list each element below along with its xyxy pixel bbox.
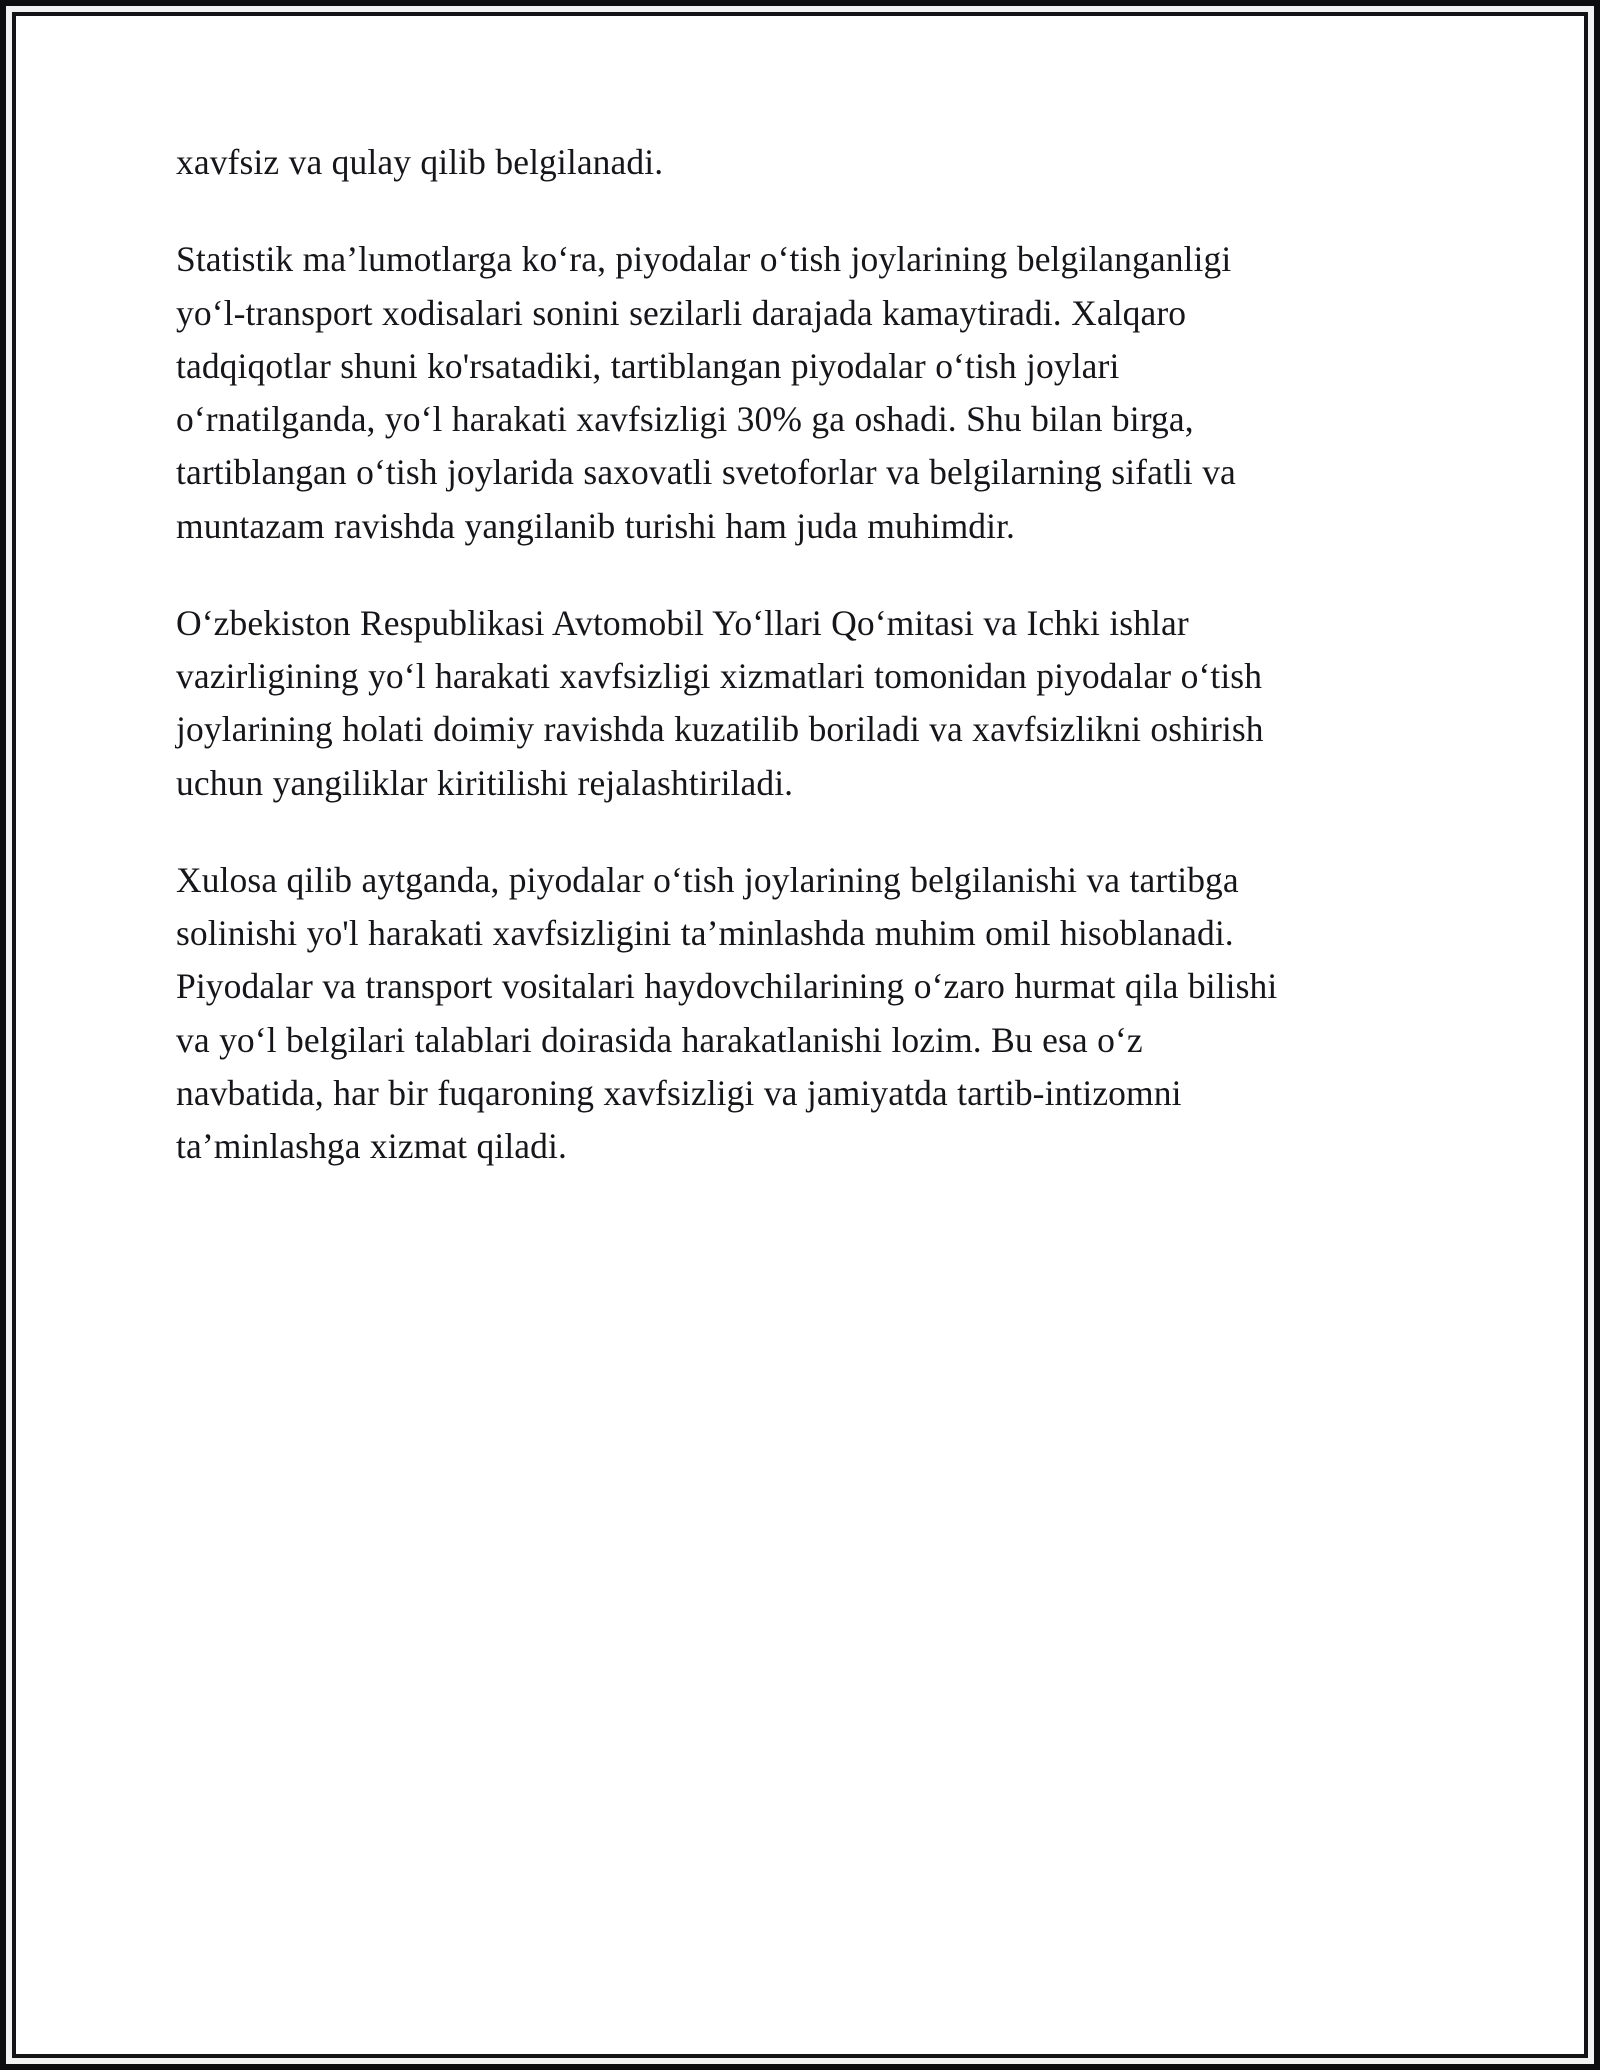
paragraph-3: O‘zbekiston Respublikasi Avtomobil Yo‘llari Qo‘mitasi va Ichki ishlar vazirligining yo‘l harakati xavfsizligi xizmatlari tomonidan piyodalar o‘tish joylarining holati doimiy ravishda kuzatilib boriladi va xavfsizlikni oshirish uchun yangiliklar kiritilishi rejalashtiriladi. <box>176 602 1264 803</box>
paragraph-2: Statistik ma’lumotlarga ko‘ra, piyodalar o‘tish joylarining belgilanganligi yo‘l-transport xodisalari sonini sezilarli darajada kamaytiradi. Xalqaro tadqiqotlar shuni ko'rsatadiki, tartiblangan piyodalar o‘tish joylari o‘rnatilganda, yo‘l harakati xavfsizligi 30% ga oshadi. Shu bilan birga, tartiblangan o‘tish joylarida saxovatli svetoforlar va belgilarning sifatli va muntazam ravishda yangilanib turishi ham juda muhimdir. <box>176 239 1236 546</box>
paragraph-4: Xulosa qilib aytganda, piyodalar o‘tish joylarining belgilanishi va tartibga solinishi yo'l harakati xavfsizligini ta’minlashda muhim omil hisoblanadi. Piyodalar va transport vositalari haydovchilarining o‘zaro hurmat qila bilishi va yo‘l belgilari talablari doirasida harakatlanishi lozim. Bu esa o‘z navbatida, har bir fuqaroning xavfsizligi va jamiyatda tartib-intizomni ta’minlashga xizmat qiladi. <box>176 859 1278 1166</box>
paragraph-1: xavfsiz va qulay qilib belgilanadi. <box>176 142 664 182</box>
document-body <box>176 136 1296 1173</box>
document-sheet <box>16 16 1584 2054</box>
page-border-rule <box>12 12 1588 2058</box>
page-frame-inner-gap <box>6 6 1594 2064</box>
